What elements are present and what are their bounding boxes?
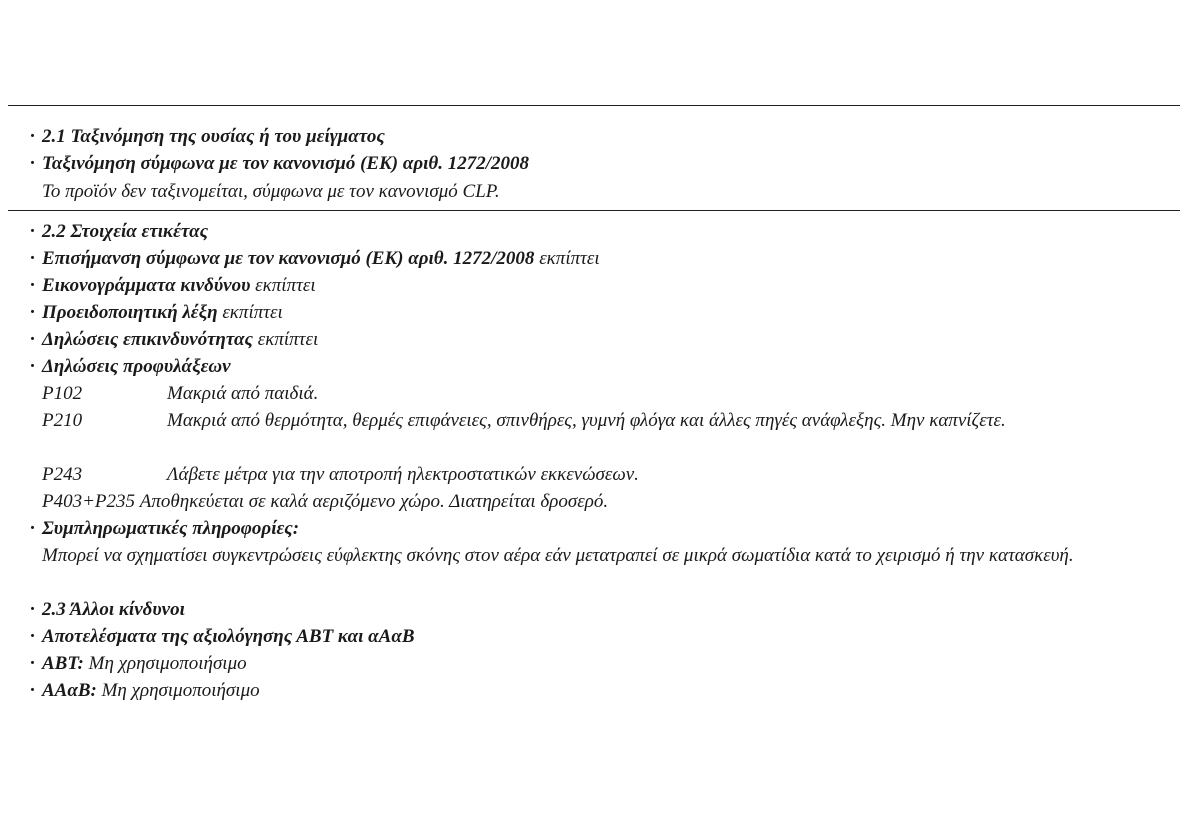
bullet: · bbox=[30, 599, 35, 620]
aaab-item: · ΑΑαΒ: Μη χρησιμοποιήσιμο bbox=[30, 680, 260, 701]
supplementary-heading: · Συμπληρωματικές πληροφορίες: bbox=[30, 518, 300, 539]
abt-item: · ΑΒΤ: Μη χρησιμοποιήσιμο bbox=[30, 653, 247, 674]
label-item: · Προειδοποιητική λέξη εκπίπτει bbox=[30, 302, 283, 323]
bullet: · bbox=[30, 302, 35, 323]
p-text: Αποθηκεύεται σε καλά αεριζόμενο χώρο. Διατηρείται δροσερό. bbox=[139, 491, 609, 512]
bullet: · bbox=[30, 356, 35, 377]
precautionary-heading: · Δηλώσεις προφυλάξεων bbox=[30, 356, 231, 377]
bullet: · bbox=[30, 680, 35, 701]
section-2-3-heading: · 2.3 Άλλοι κίνδυνοι bbox=[30, 599, 185, 620]
label-item: · Εικονογράμματα κινδύνου εκπίπτει bbox=[30, 275, 316, 296]
p-text: Μακριά από θερμότητα, θερμές επιφάνειες, σπινθήρες, γυμνή φλόγα και άλλες πηγές ανάφλεξης. Μην καπνίζετε. bbox=[167, 410, 1006, 431]
p-statement-p403 bbox=[42, 491, 608, 513]
section-2-3-subheading: · Αποτελέσματα της αξιολόγησης ΑΒΤ και αΑαΒ bbox=[30, 626, 415, 647]
bullet: · bbox=[30, 221, 35, 242]
p-code: P210 bbox=[42, 410, 83, 431]
label-item: · Δηλώσεις επικινδυνότητας εκπίπτει bbox=[30, 329, 319, 350]
label-item: · Επισήμανση σύμφωνα με τον κανονισμό (ΕΚ) αριθ. 1272/2008 εκπίπτει bbox=[30, 248, 600, 269]
section-2-1-subheading: · Ταξινόμηση σύμφωνα με τον κανονισμό (ΕΚ) αριθ. 1272/2008 bbox=[30, 153, 530, 174]
section-2-1-text: Το προϊόν δεν ταξινομείται, σύμφωνα με τον κανονισμό CLP. bbox=[42, 181, 500, 202]
section-divider bbox=[8, 210, 1180, 211]
p-code: P102 bbox=[42, 383, 83, 404]
p-code: P243 bbox=[42, 464, 83, 485]
bullet: · bbox=[30, 653, 35, 674]
section-2-2-heading: · 2.2 Στοιχεία ετικέτας bbox=[30, 221, 209, 242]
bullet: · bbox=[30, 153, 35, 174]
bullet: · bbox=[30, 329, 35, 350]
p-code: P403+P235 bbox=[42, 491, 136, 512]
bullet: · bbox=[30, 518, 35, 539]
supplementary-text: Μπορεί να σχηματίσει συγκεντρώσεις εύφλεκτης σκόνης στον αέρα εάν μετατραπεί σε μικρά σωματίδια κατά το χειρισμό ή την κατασκευή. bbox=[42, 545, 1074, 566]
bullet: · bbox=[30, 626, 35, 647]
top-divider bbox=[8, 105, 1180, 106]
bullet: · bbox=[30, 248, 35, 269]
section-2-1-heading: · 2.1 Ταξινόμηση της ουσίας ή του μείγματος bbox=[30, 126, 385, 147]
bullet: · bbox=[30, 126, 35, 147]
p-text: Λάβετε μέτρα για την αποτροπή ηλεκτροστατικών εκκενώσεων. bbox=[167, 464, 639, 485]
p-text: Μακριά από παιδιά. bbox=[167, 383, 319, 404]
bullet: · bbox=[30, 275, 35, 296]
